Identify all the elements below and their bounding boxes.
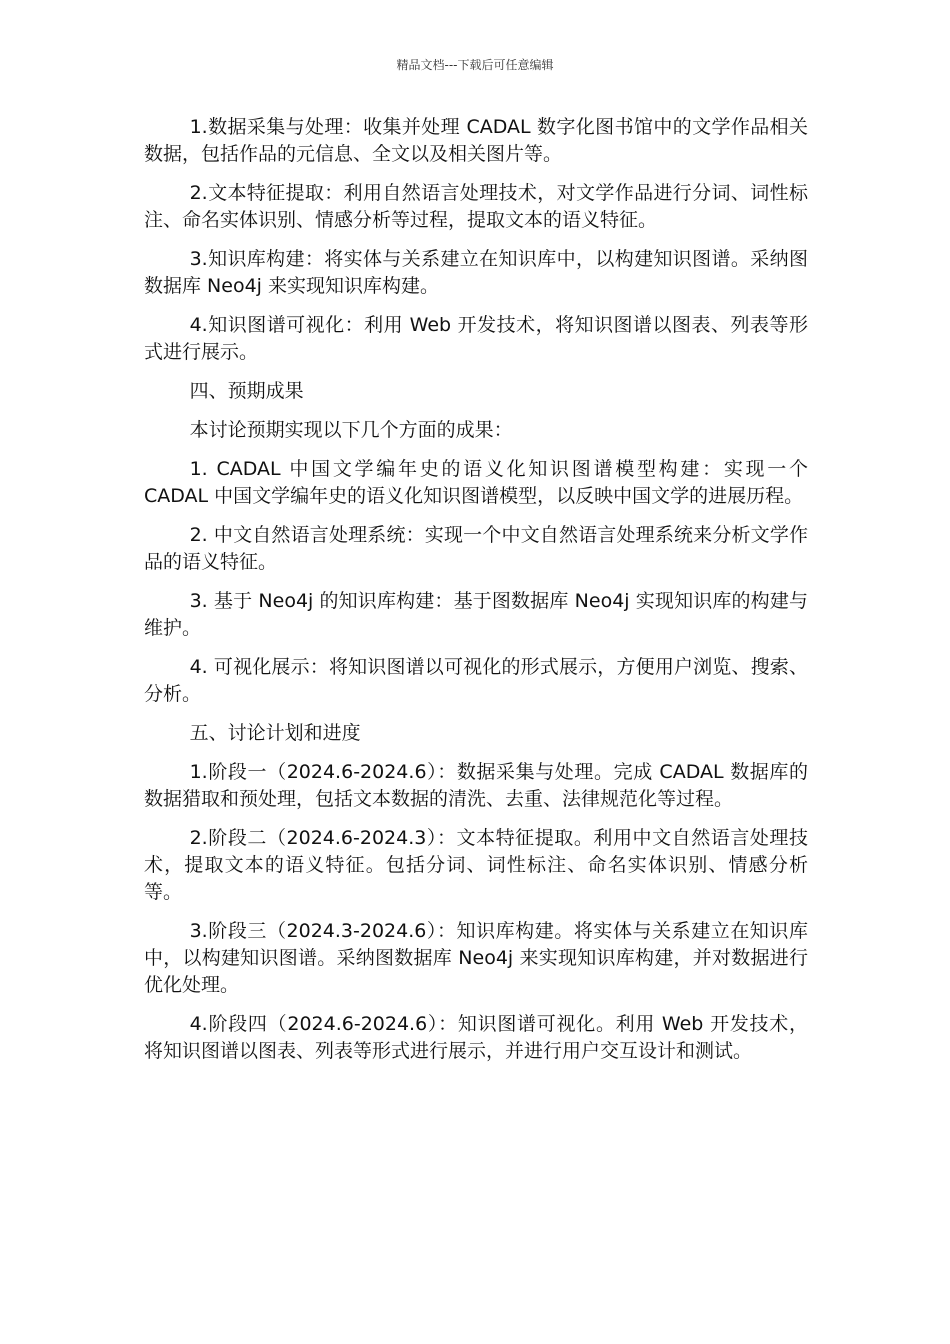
section-heading-expected-results: 四、预期成果 xyxy=(189,380,304,402)
page-header: 精品文档---下载后可任意编辑 xyxy=(396,58,554,72)
paragraph-result-2: 2. 中文自然语言处理系统：实现一个中文自然语言处理系统来分析文学作品的语义特征。 xyxy=(144,524,808,573)
paragraph-stage-1: 1.阶段一（2024.6-2024.6）：数据采集与处理。完成 CADAL 数据库的数据猎取和预处理，包括文本数据的清洗、去重、法律规范化等过程。 xyxy=(144,761,808,810)
paragraph-stage-2: 2.阶段二（2024.6-2024.3）：文本特征提取。利用中文自然语言处理技术，提取文本的语义特征。包括分词、词性标注、命名实体识别、情感分析等。 xyxy=(144,827,808,903)
paragraph-stage-3: 3.阶段三（2024.3-2024.6）：知识库构建。将实体与关系建立在知识库中，以构建知识图谱。采纳图数据库 Neo4j 来实现知识库构建，并对数据进行优化处理。 xyxy=(144,920,808,996)
paragraph-result-1: 1. CADAL 中国文学编年史的语义化知识图谱模型构建：实现一个 CADAL 中国文学编年史的语义化知识图谱模型，以反映中国文学的进展历程。 xyxy=(144,458,808,507)
paragraph-results-intro: 本讨论预期实现以下几个方面的成果： xyxy=(189,419,513,441)
paragraph-stage-4: 4.阶段四（2024.6-2024.6）：知识图谱可视化。利用 Web 开发技术，将知识图谱以图表、列表等形式进行展示，并进行用户交互设计和测试。 xyxy=(144,1013,808,1062)
section-heading-plan-schedule: 五、讨论计划和进度 xyxy=(189,722,361,744)
paragraph-method-3: 3.知识库构建：将实体与关系建立在知识库中，以构建知识图谱。采纳图数据库 Neo4j 来实现知识库构建。 xyxy=(144,248,808,297)
paragraph-result-3: 3. 基于 Neo4j 的知识库构建：基于图数据库 Neo4j 实现知识库的构建与维护。 xyxy=(144,590,808,639)
paragraph-method-2: 2.文本特征提取：利用自然语言处理技术，对文学作品进行分词、词性标注、命名实体识别、情感分析等过程，提取文本的语义特征。 xyxy=(144,182,808,231)
paragraph-method-1: 1.数据采集与处理：收集并处理 CADAL 数字化图书馆中的文学作品相关数据，包括作品的元信息、全文以及相关图片等。 xyxy=(144,116,808,165)
document-body xyxy=(144,114,808,1077)
paragraph-method-4: 4.知识图谱可视化：利用 Web 开发技术，将知识图谱以图表、列表等形式进行展示。 xyxy=(144,314,808,363)
paragraph-result-4: 4. 可视化展示：将知识图谱以可视化的形式展示，方便用户浏览、搜索、分析。 xyxy=(144,656,808,705)
